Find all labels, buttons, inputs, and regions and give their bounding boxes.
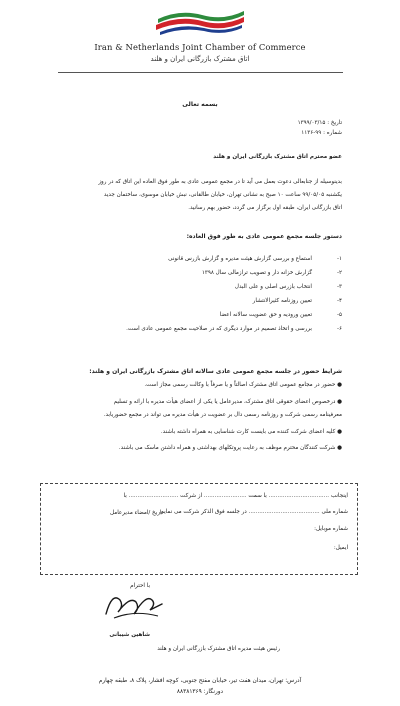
signer-name: شاهین شیبانی bbox=[109, 632, 150, 638]
number-label: شماره : bbox=[323, 130, 342, 136]
condition-bullet-4 bbox=[119, 446, 342, 452]
form-mobile-label: شماره موبایل: bbox=[314, 526, 348, 532]
agenda-num: ۳- bbox=[336, 284, 342, 290]
agenda-num: ۲- bbox=[336, 270, 342, 276]
condition-text: کلیه اعضای شرکت کننده می بایست کارت شناسایی به همراه داشته باشند. bbox=[160, 429, 336, 435]
agenda-text: انتخاب بازرس اصلی و علی البدل bbox=[234, 284, 312, 290]
agenda-text: تعیین روزنامه کثیرالانتشار bbox=[252, 298, 312, 304]
agenda-text: گزارش خزانه دار و تصویب ترازمالی سال ۱۳۹۸ bbox=[201, 270, 312, 276]
bullet-dot-icon: ● bbox=[335, 445, 342, 451]
condition-bullet-3 bbox=[161, 430, 342, 436]
form-signature-date-label: تاریخ /امضاء مدیرعامل bbox=[110, 510, 164, 516]
org-name-en: Iran & Netherlands Joint Chamber of Commerce bbox=[94, 42, 306, 52]
agenda-text: استماع و بررسی گزارش هیئت مدیره و گزارش بازرس قانونی bbox=[168, 256, 312, 262]
closing: با احترام bbox=[130, 583, 150, 589]
number-line bbox=[222, 131, 342, 137]
footer-fax: دورنگار: ۸۸۳۸۱۳۶۹ bbox=[176, 689, 224, 695]
conditions-title: شرایط حضور در جلسه مجمع عمومی عادی سالانه اتاق مشترک بازرگانی ایران و هلند: bbox=[89, 368, 342, 375]
body-line-2: یکشنبه ۹۹/۰۵/۰۵ ساعت ۱۰ صبح به نشانی تهران، خیابان طالقانی، نبش خیابان موسوی، ساختمان جدید bbox=[103, 192, 342, 198]
form-email-label: ایمیل: bbox=[333, 545, 348, 551]
header-divider bbox=[58, 72, 343, 73]
condition-bullet-2 bbox=[114, 400, 342, 406]
footer-address: آدرس: تهران، میدان هفت تیر، خیابان مفتح جنوبی، کوچه افشار، پلاک ۸، طبقه چهارم bbox=[98, 678, 302, 684]
condition-bullet-2-cont: معرفینامه رسمی شرکت و روزنامه رسمی دال بر عضویت در هیأت مدیره می تواند در مجمع حضوریابد. bbox=[103, 412, 342, 418]
bullet-dot-icon: ● bbox=[335, 382, 342, 388]
body-line-1: بدینوسیله از جنابعالی دعوت بعمل می آید تا در مجمع عمومی عادی به طور فوق العاده این اتاق که در روز bbox=[98, 179, 342, 185]
handwritten-signature bbox=[100, 588, 168, 622]
date-line bbox=[222, 121, 342, 127]
form-line-1: اینجانب .................................. با سمت ........................ از شرکت ............................ با bbox=[123, 493, 348, 499]
agenda-text: بررسی و اتخاذ تصمیم در موارد دیگری که در صلاحیت مجمع عمومی عادی است. bbox=[126, 326, 312, 332]
salutation: بسمه تعالی bbox=[182, 101, 218, 108]
agenda-num: ۶- bbox=[336, 326, 342, 332]
agenda-num: ۱- bbox=[336, 256, 342, 262]
agenda-num: ۵- bbox=[336, 312, 342, 318]
chamber-logo bbox=[150, 5, 250, 39]
recipient: عضو محترم اتاق مشترک بازرگانی ایران و هلند bbox=[213, 154, 342, 160]
org-name-fa: اتاق مشترک بازرگانی ایران و هلند bbox=[150, 55, 250, 63]
agenda-title: دستور جلسه مجمع عمومی عادی به طور فوق العاده: bbox=[186, 233, 342, 240]
signer-title: رئیس هیئت مدیره اتاق مشترک بازرگانی ایران و هلند bbox=[157, 646, 280, 652]
number-value: ۹۹-۱۱۳۶ bbox=[301, 130, 322, 136]
condition-text: حضور در مجامع عمومی اتاق مشترک اصالتاً و یا صرفاً با وکالت رسمی مجاز است. bbox=[144, 382, 336, 388]
date-value: ۱۳۹۹/۰۳/۱۵ bbox=[297, 120, 326, 126]
bullet-dot-icon: ● bbox=[335, 429, 342, 435]
date-label: تاریخ : bbox=[327, 120, 342, 126]
condition-text: شرکت کنندگان محترم موظف به رعایت پروتکلهای بهداشتی و همراه داشتن ماسک می باشند. bbox=[118, 445, 336, 451]
body-line-3: اتاق بازرگانی ایران، طبقه اول برگزار می گردد، حضور بهم رسانید. bbox=[188, 205, 342, 211]
agenda-text: تعیین ورودیه و حق عضویت سالانه اعضا bbox=[219, 312, 312, 318]
condition-text: درخصوص اعضای حقوقی اتاق مشترک، مدیرعامل یا یکی از اعضای هیأت مدیره با ارائه و تسلیم bbox=[113, 399, 336, 405]
agenda-num: ۴- bbox=[336, 298, 342, 304]
bullet-dot-icon: ● bbox=[335, 399, 342, 405]
form-line-2: شماره ملی ........................................ در جلسه فوق الذکر شرکت می نمایم. bbox=[158, 509, 348, 515]
condition-bullet-1 bbox=[144, 383, 342, 389]
